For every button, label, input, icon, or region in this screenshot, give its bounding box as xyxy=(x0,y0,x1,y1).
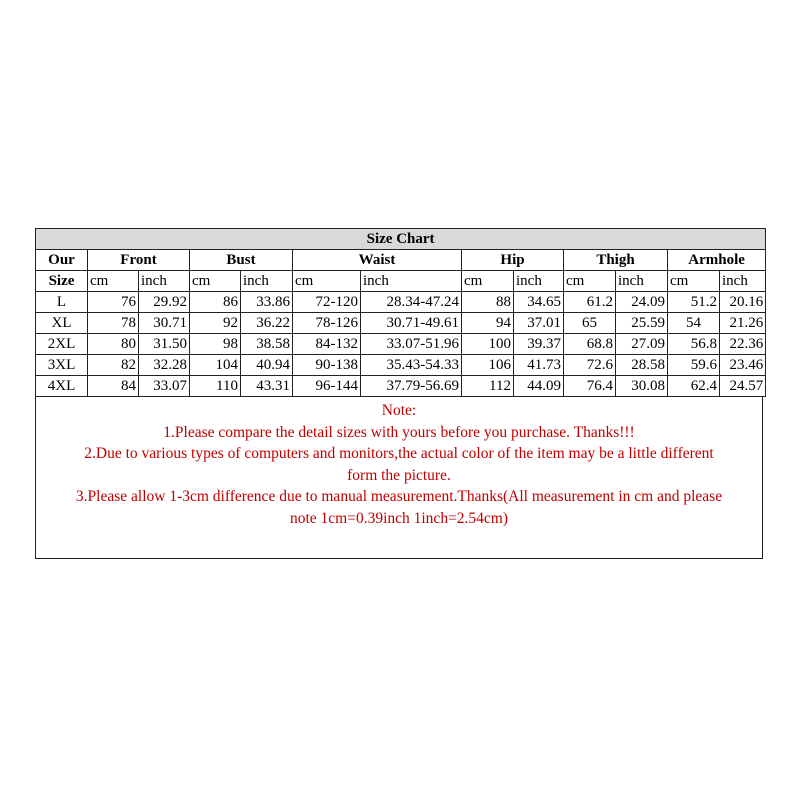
thigh-inch: 30.08 xyxy=(616,376,668,397)
unit-inch: inch xyxy=(139,271,190,292)
table-row xyxy=(36,355,766,376)
size-header-top: Our xyxy=(36,250,88,271)
table-row xyxy=(36,334,766,355)
bust-inch: 40.94 xyxy=(241,355,293,376)
thigh-inch: 28.58 xyxy=(616,355,668,376)
thigh-inch: 24.09 xyxy=(616,292,668,313)
hip-inch: 37.01 xyxy=(514,313,564,334)
bust-cm: 104 xyxy=(190,355,241,376)
title-row xyxy=(36,229,766,250)
header-waist: Waist xyxy=(293,250,462,271)
header-bust: Bust xyxy=(190,250,293,271)
notes-box xyxy=(35,397,763,559)
armhole-inch: 22.36 xyxy=(720,334,766,355)
size-chart xyxy=(35,228,765,559)
unit-cm: cm xyxy=(462,271,514,292)
front-cm: 78 xyxy=(88,313,139,334)
hip-inch: 34.65 xyxy=(514,292,564,313)
header-row-groups xyxy=(36,250,766,271)
front-inch: 31.50 xyxy=(139,334,190,355)
unit-cm: cm xyxy=(293,271,361,292)
hip-cm: 100 xyxy=(462,334,514,355)
waist-cm: 90-138 xyxy=(293,355,361,376)
thigh-inch: 27.09 xyxy=(616,334,668,355)
unit-cm: cm xyxy=(564,271,616,292)
unit-cm: cm xyxy=(88,271,139,292)
bust-cm: 86 xyxy=(190,292,241,313)
front-inch: 30.71 xyxy=(139,313,190,334)
unit-cm: cm xyxy=(668,271,720,292)
bust-cm: 110 xyxy=(190,376,241,397)
armhole-cm: 62.4 xyxy=(668,376,720,397)
front-inch: 32.28 xyxy=(139,355,190,376)
bust-cm: 92 xyxy=(190,313,241,334)
thigh-cm: 76.4 xyxy=(564,376,616,397)
unit-cm: cm xyxy=(190,271,241,292)
waist-inch: 35.43-54.33 xyxy=(361,355,462,376)
front-cm: 82 xyxy=(88,355,139,376)
bust-inch: 38.58 xyxy=(241,334,293,355)
chart-title: Size Chart xyxy=(36,229,766,250)
waist-cm: 84-132 xyxy=(293,334,361,355)
hip-cm: 94 xyxy=(462,313,514,334)
waist-inch: 37.79-56.69 xyxy=(361,376,462,397)
table-row xyxy=(36,313,766,334)
armhole-cm: 54 xyxy=(668,313,720,334)
bust-inch: 43.31 xyxy=(241,376,293,397)
size-cell: 3XL xyxy=(36,355,88,376)
table-row xyxy=(36,292,766,313)
armhole-cm: 59.6 xyxy=(668,355,720,376)
note-line-3: 3.Please allow 1-3cm difference due to manual measurement.Thanks(All measurement in cm and please xyxy=(75,488,723,505)
armhole-cm: 51.2 xyxy=(668,292,720,313)
bust-inch: 36.22 xyxy=(241,313,293,334)
note-line-3-cont: note 1cm=0.39inch 1inch=2.54cm) xyxy=(289,509,509,527)
waist-cm: 96-144 xyxy=(293,376,361,397)
unit-inch: inch xyxy=(616,271,668,292)
thigh-cm: 72.6 xyxy=(564,355,616,376)
note-heading: Note: xyxy=(381,402,417,419)
size-cell: L xyxy=(36,292,88,313)
size-cell: XL xyxy=(36,313,88,334)
bust-inch: 33.86 xyxy=(241,292,293,313)
size-cell: 4XL xyxy=(36,376,88,397)
thigh-cm: 61.2 xyxy=(564,292,616,313)
hip-inch: 41.73 xyxy=(514,355,564,376)
size-cell: 2XL xyxy=(36,334,88,355)
front-cm: 76 xyxy=(88,292,139,313)
waist-inch: 33.07-51.96 xyxy=(361,334,462,355)
waist-cm: 78-126 xyxy=(293,313,361,334)
front-cm: 80 xyxy=(88,334,139,355)
header-row-units xyxy=(36,271,766,292)
front-inch: 33.07 xyxy=(139,376,190,397)
unit-inch: inch xyxy=(720,271,766,292)
size-table xyxy=(35,228,766,397)
header-thigh: Thigh xyxy=(564,250,668,271)
thigh-cm: 65 xyxy=(564,313,616,334)
header-front: Front xyxy=(88,250,190,271)
note-line-2-cont: form the picture. xyxy=(347,466,451,484)
bust-cm: 98 xyxy=(190,334,241,355)
hip-cm: 88 xyxy=(462,292,514,313)
armhole-inch: 23.46 xyxy=(720,355,766,376)
header-armhole: Armhole xyxy=(668,250,766,271)
note-line-1: 1.Please compare the detail sizes with yours before you purchase. Thanks!!! xyxy=(163,423,635,441)
waist-inch: 30.71-49.61 xyxy=(361,313,462,334)
waist-cm: 72-120 xyxy=(293,292,361,313)
front-cm: 84 xyxy=(88,376,139,397)
thigh-cm: 68.8 xyxy=(564,334,616,355)
armhole-inch: 20.16 xyxy=(720,292,766,313)
waist-inch: 28.34-47.24 xyxy=(361,292,462,313)
header-hip: Hip xyxy=(462,250,564,271)
unit-inch: inch xyxy=(361,271,462,292)
hip-cm: 106 xyxy=(462,355,514,376)
size-header-bottom: Size xyxy=(36,271,88,292)
armhole-cm: 56.8 xyxy=(668,334,720,355)
unit-inch: inch xyxy=(241,271,293,292)
note-line-2: 2.Due to various types of computers and monitors,the actual color of the item may be a little different xyxy=(84,445,714,462)
armhole-inch: 21.26 xyxy=(720,313,766,334)
hip-inch: 44.09 xyxy=(514,376,564,397)
hip-inch: 39.37 xyxy=(514,334,564,355)
table-row xyxy=(36,376,766,397)
armhole-inch: 24.57 xyxy=(720,376,766,397)
hip-cm: 112 xyxy=(462,376,514,397)
thigh-inch: 25.59 xyxy=(616,313,668,334)
unit-inch: inch xyxy=(514,271,564,292)
front-inch: 29.92 xyxy=(139,292,190,313)
